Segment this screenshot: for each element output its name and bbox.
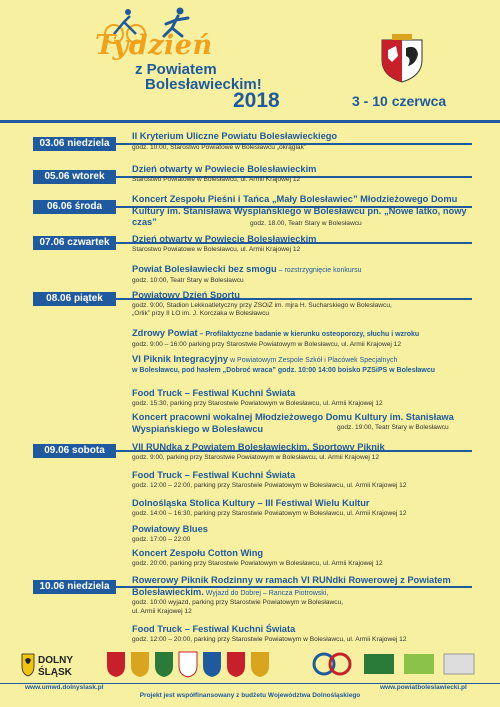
poster-title: Tydzień (95, 30, 213, 61)
event-item (132, 354, 477, 375)
event-details: godz. 9:00, Stadion Lekkoatletyczny przy ZSOiZ im. mjra H. Sucharskiego w Bolesławcu, (132, 301, 392, 309)
event-item (132, 234, 477, 254)
poster-subtitle-1: z Powiatem (135, 61, 217, 78)
municipality-crests (105, 650, 285, 678)
event-title: Powiatowy Dzień Sportu (132, 290, 240, 300)
event-details: godz. 18.00, Teatr Stary w Bolesławcu (250, 220, 362, 227)
event-details: godz. 19:00, Teatr Stary w Bolesławcu (337, 424, 449, 431)
poster-subtitle-2: Bolesławieckim! (145, 76, 262, 93)
event-title: VII RUNdka z Powiatem Bolesławieckim, Sportowy Piknik (132, 442, 385, 452)
footer-url-left[interactable]: www.umwd.dolnyslask.pl (25, 684, 104, 691)
event-title: Rowerowy Piknik Rodzinny w ramach VI RUNdki Rowerowej z Powiatem Bolesławieckim. Wyjazd do Dobrej – Rancza Piotrowski, (132, 575, 451, 597)
event-title: Koncert Zespołu Cotton Wing (132, 548, 264, 558)
header-divider (0, 120, 500, 123)
event-details: godz. 10:00, Starostwo Powiatowe w Bolesławcu „okrąglak” (132, 143, 307, 151)
event-details: godz. 15:30, parking przy Starostwie Powiatowym w Bolesławcu, ul. Armii Krajowej 12 (132, 399, 383, 407)
partner-logos (20, 650, 480, 680)
event-item (132, 164, 477, 184)
event-details: w Bolesławcu, pod hasłem „Dobroć wraca” godz. 10:00 14:00 boisko PZSiPS w Bolesławcu (132, 366, 436, 374)
event-item (132, 575, 477, 616)
footer-note: Projekt jest współfinansowany z budżetu Województwa Dolnośląskiego (139, 692, 361, 699)
event-title: Koncert Zespołu Pieśni i Tańca „Mały Bolesławiec” Młodzieżowego Domu Kultury im. Stanisława Wyspiańskiego w Bolesławcu pn. „Nowe latko, nowy czas” (132, 194, 467, 227)
event-title: Dzień otwarty w Powiecie Bolesławieckim (132, 234, 317, 244)
event-details: Starostwo Powiatowe w Bolesławcu, ul. Armii Krajowej 12 (132, 245, 301, 253)
dolny-slask-logo (20, 650, 100, 678)
event-title: II Kryterium Uliczne Powiatu Bolesławieckiego (132, 131, 338, 141)
event-item (132, 524, 477, 544)
event-title: Koncert pracowni wokalnej Młodzieżowego Domu Kultury im. Stanisława Wyspiańskiego w Bolesławcu (132, 412, 454, 434)
brand-line-2: ŚLĄSK (38, 667, 72, 678)
event-details: ul. Armii Krajowej 12 (132, 607, 192, 615)
event-item (132, 442, 477, 462)
event-details: godz. 9:00 – 16:00 parking przy Starostwie Powiatowym w Bolesławcu, ul. Armii Krajowej 12 (132, 340, 402, 348)
event-item (132, 498, 477, 518)
event-item (132, 412, 477, 435)
day-label: 10.06 niedziela (33, 580, 116, 594)
footer-url-right[interactable]: www.powiatboleslawiecki.pl (380, 684, 467, 691)
event-item (132, 388, 477, 408)
event-details: godz. 12:00 – 20:00, parking przy Starostwie Powiatowym w Bolesławcu, ul. Armii Krajowej 12 (132, 635, 407, 643)
event-details: godz. 9:00, parking przy Starostwie Powiatowym w Bolesławcu, ul. Armii Krajowej 12 (132, 453, 380, 461)
day-label: 07.06 czwartek (33, 236, 116, 250)
event-details: godz. 17:00 – 22:00 (132, 535, 191, 543)
event-details: godz. 10:00 wyjazd, parking przy Starostwie Powiatowym w Bolesławcu, (132, 599, 344, 606)
event-details: godz. 14:00 – 16:30, parking przy Starostwie Powiatowym w Bolesławcu, ul. Armii Krajowej 12 (132, 509, 407, 517)
event-title: Dolnośląska Stolica Kultury – III Festiwal Wielu Kultur (132, 498, 370, 508)
brand-line-1: DOLNY (38, 655, 73, 666)
event-item (132, 624, 477, 644)
event-title: Food Truck – Festiwal Kuchni Świata (132, 388, 296, 398)
event-item (132, 470, 477, 490)
event-details: godz. 12:00 – 22:00, parking przy Starostwie Powiatowym w Bolesławcu, ul. Armii Krajowej 12 (132, 481, 407, 489)
day-label: 08.06 piątek (33, 292, 116, 306)
event-title: Powiatowy Blues (132, 524, 208, 534)
day-label: 03.06 niedziela (33, 137, 116, 151)
event-item (132, 264, 477, 285)
event-item (132, 194, 477, 229)
county-crest-icon (376, 32, 428, 84)
event-dates: 3 - 10 czerwca (352, 93, 447, 109)
event-details: Starostwo Powiatowe w Bolesławcu, ul. Armii Krajowej 12 (132, 175, 301, 183)
day-label: 05.06 wtorek (33, 170, 116, 184)
event-details: godz. 20:00, parking przy Starostwie Powiatowym w Bolesławcu, ul. Armii Krajowej 12 (132, 559, 383, 567)
poster-header (0, 0, 500, 120)
poster-year: 2018 (233, 89, 280, 112)
event-details: „Orlik” przy II LO im. J. Korczaka w Bolesławcu (132, 310, 270, 317)
event-item (132, 131, 477, 152)
sponsor-logos (310, 650, 480, 678)
day-label: 09.06 sobota (33, 444, 116, 458)
event-details: godz. 10:00, Teatr Stary w Bolesławcu (132, 276, 244, 284)
event-title: VI Piknik Integracyjny w Powiatowym Zespole Szkół i Placówek Specjalnych (132, 354, 398, 364)
event-title: Zdrowy Powiat – Profilaktyczne badanie w kierunku osteoporozy, słuchu i wzroku (132, 328, 420, 338)
event-item (132, 290, 477, 319)
day-label: 06.06 środa (33, 200, 116, 214)
event-title: Food Truck – Festiwal Kuchni Świata (132, 624, 296, 634)
event-title: Dzień otwarty w Powiecie Bolesławieckim (132, 164, 317, 174)
event-title: Food Truck – Festiwal Kuchni Świata (132, 470, 296, 480)
event-item (132, 328, 477, 349)
event-item (132, 548, 477, 568)
event-title: Powiat Bolesławiecki bez smogu – rozstrzygnięcie konkursu (132, 264, 362, 274)
